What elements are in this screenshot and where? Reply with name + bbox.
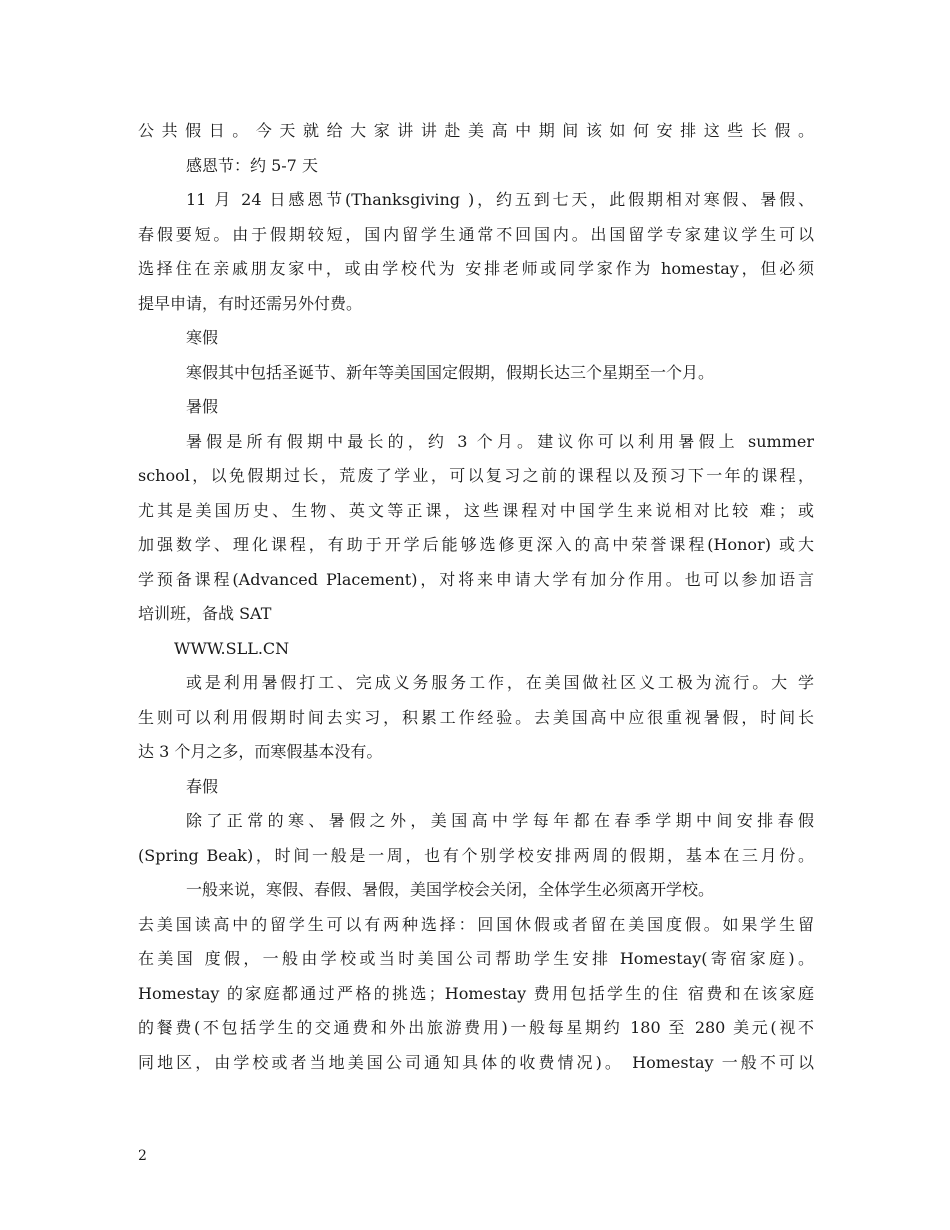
text-line: 同地区，由学校或者当地美国公司通知具体的收费情况)。 Homestay 一般不可以 (138, 1052, 814, 1072)
text-line: 生则可以利用假期时间去实习，积累工作经验。去美国高中应很重视暑假，时间长 (138, 707, 814, 727)
text-line: 除了正常的寒、暑假之外，美国高中学每年都在春季学期中间安排春假 (186, 811, 814, 830)
text-line: (Spring Beak)，时间一般是一周，也有个别学校安排两周的假期，基本在三月份。 (138, 845, 814, 865)
text-line: 尤其是美国历史、生物、英文等正课，这些课程对中国学生来说相对比较 难；或 (138, 500, 814, 520)
text-line: 或是利用暑假打工、完成义务服务工作，在美国做社区义工极为流行。大 学 (186, 673, 814, 692)
website-text: WWW.SLL.CN (174, 638, 290, 658)
heading-thanksgiving: 感恩节：约 5-7 天 (186, 155, 318, 175)
heading-summer-break: 暑假 (186, 397, 219, 416)
document-body (138, 114, 814, 1080)
text-line: 加强数学、理化课程，有助于开学后能够选修更深入的高中荣誉课程(Honor) 或大 (138, 535, 814, 554)
text-line: 去美国读高中的留学生可以有两种选择：回国休假或者留在美国度假。如果学生留 (138, 914, 814, 934)
text-line: 的餐费(不包括学生的交通费和外出旅游费用)一般每星期约 180 至 280 美元(视不 (138, 1018, 814, 1037)
text-line: 学预备课程(Advanced Placement)，对将来申请大学有加分作用。也可以参加语言 (138, 569, 814, 589)
text-line: 一般来说，寒假、春假、暑假，美国学校会关闭，全体学生必须离开学校。 (186, 880, 715, 899)
text-line: school，以免假期过长，荒废了学业，可以复习之前的课程以及预习下一年的课程， (138, 466, 814, 485)
text-line: 11 月 24 日感恩节(Thanksgiving )，约五到七天，此假期相对寒假、暑假、 (186, 190, 814, 209)
text-line: 提早申请，有时还需另外付费。 (138, 293, 363, 313)
page-number: 2 (138, 1148, 147, 1164)
text-line: 在美国 度假，一般由学校或当时美国公司帮助学生安排 Homestay(寄宿家庭)。 (138, 949, 814, 968)
text-line: 选择住在亲戚朋友家中，或由学校代为 安排老师或同学家作为 homestay，但必须 (138, 259, 814, 278)
text-line: 寒假其中包括圣诞节、新年等美国国定假期，假期长达三个星期至一个月。 (186, 362, 715, 382)
text-line: 达 3 个月之多，而寒假基本没有。 (138, 742, 383, 761)
text-line: 培训班，备战 SAT (138, 604, 272, 623)
text-line: 春假要短。由于假期较短，国内留学生通常不回国内。出国留学专家建议学生可以 (138, 224, 814, 244)
text-line: Homestay 的家庭都通过严格的挑选；Homestay 费用包括学生的住 宿费和在该家庭 (138, 983, 814, 1003)
text-line: 公共假日。今天就给大家讲讲赴美高中期间该如何安排这些长假。 (138, 121, 814, 140)
heading-spring-break: 春假 (186, 776, 219, 796)
heading-winter-break: 寒假 (186, 328, 219, 347)
text-line: 暑假是所有假期中最长的，约 3 个月。建议你可以利用暑假上 summer (186, 431, 814, 451)
